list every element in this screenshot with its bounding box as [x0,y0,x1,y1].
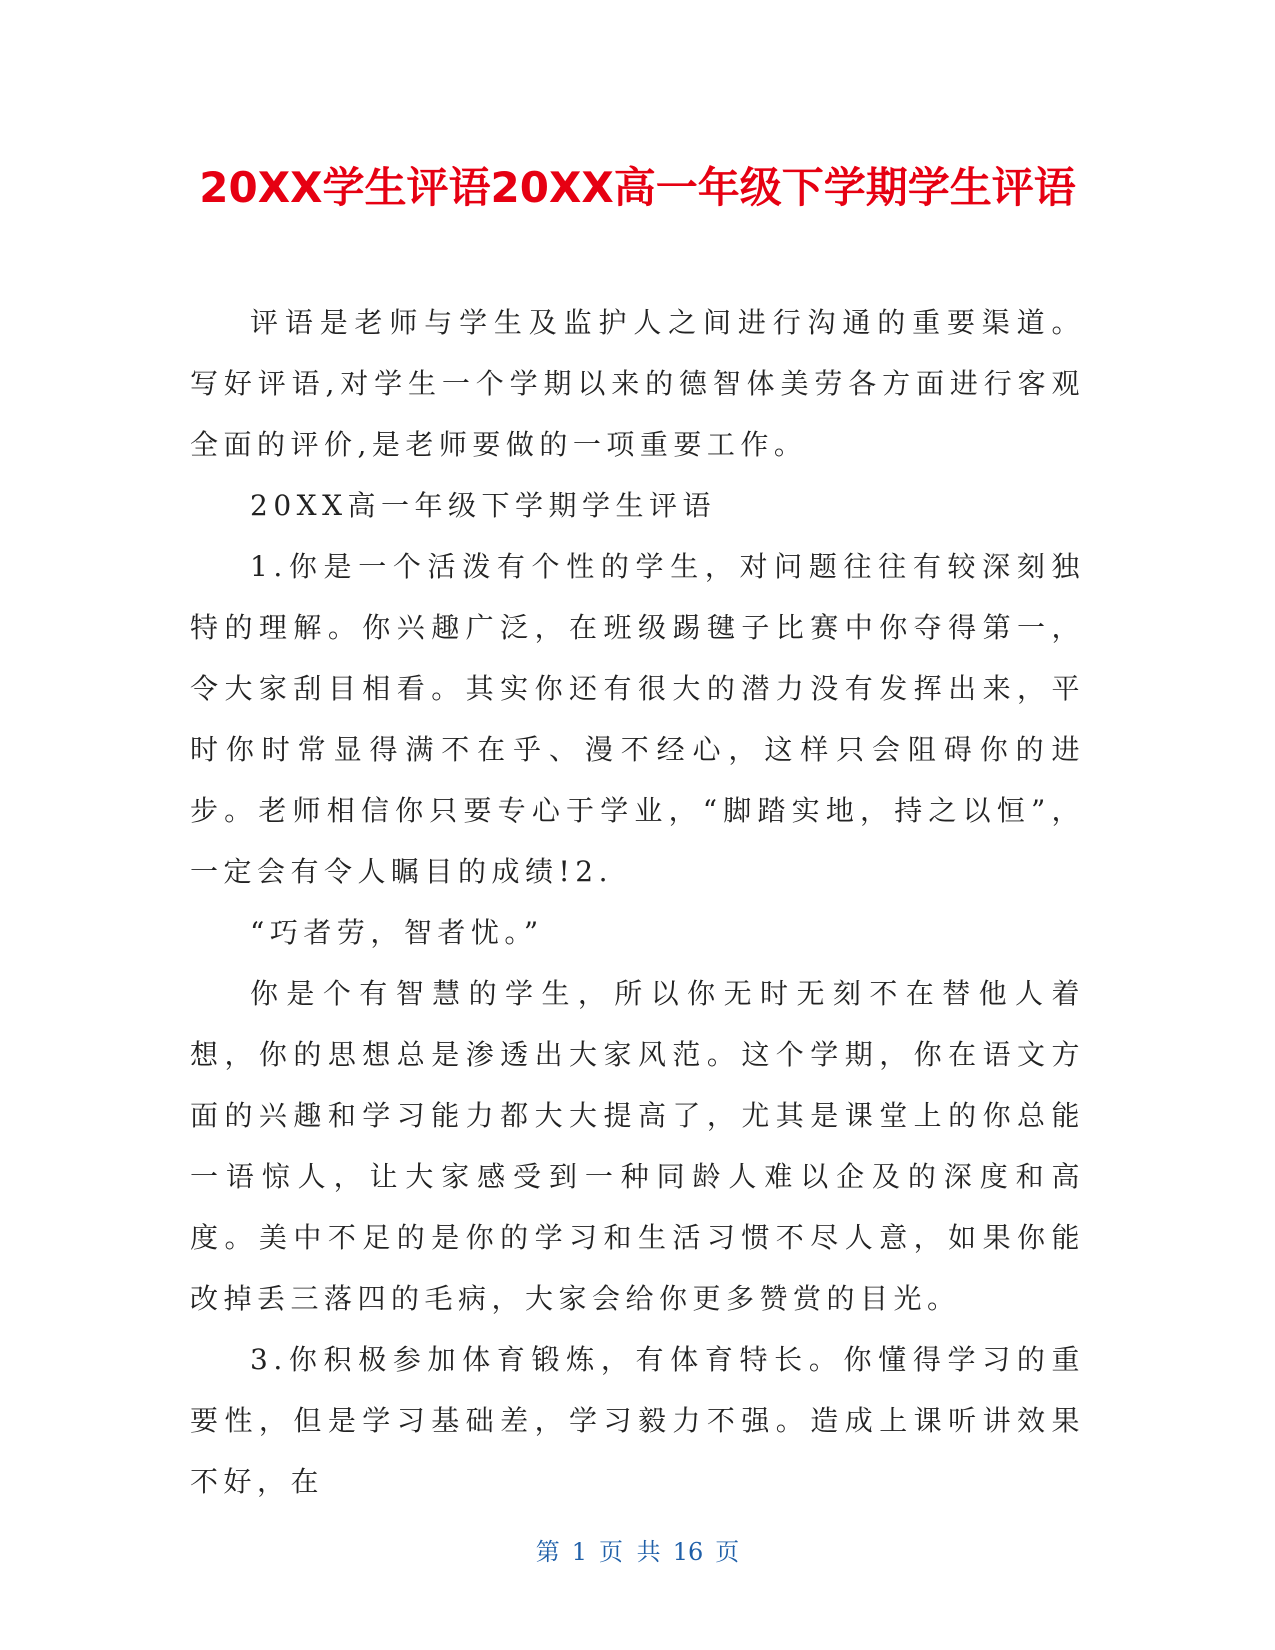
comment-paragraph-3: 3.你积极参加体育锻炼，有体育特长。你懂得学习的重要性，但是学习基础差，学习毅力不强。造成上课听讲效果不好，在 [190,1343,1085,1498]
section-heading: 20XX高一年级下学期学生评语 [250,489,716,522]
total-pages-number: 16 [672,1538,704,1566]
current-page-number: 1 [571,1538,588,1566]
page-label-suffix: 页 [715,1538,740,1566]
page-footer [0,1535,1275,1569]
intro-paragraph: 评语是老师与学生及监护人之间进行沟通的重要渠道。写好评语,对学生一个学期以来的德智体美劳各方面进行客观全面的评价,是老师要做的一项重要工作。 [190,306,1085,461]
comment-paragraph-1: 1.你是一个活泼有个性的学生，对问题往往有较深刻独特的理解。你兴趣广泛，在班级踢毽子比赛中你夺得第一，令大家刮目相看。其实你还有很大的潜力没有发挥出来，平时你时常显得满不在乎、漫不经心，这样只会阻碍你的进步。老师相信你只要专心于学业，“脚踏实地，持之以恒”，一定会有令人瞩目的成绩!2. [190,550,1085,888]
page-label-mid: 页 共 [599,1538,661,1566]
comment-paragraph-2: 你是个有智慧的学生，所以你无时无刻不在替他人着想，你的思想总是渗透出大家风范。这个学期，你在语文方面的兴趣和学习能力都大大提高了，尤其是课堂上的你总能一语惊人，让大家感受到一种同龄人难以企及的深度和高度。美中不足的是你的学习和生活习惯不尽人意，如果你能改掉丢三落四的毛病，大家会给你更多赞赏的目光。 [190,977,1085,1315]
quote-paragraph: “巧者劳，智者忧。” [250,916,544,949]
document-body [190,292,1085,1512]
document-title: 20XX学生评语20XX高一年级下学期学生评语 [199,163,1076,212]
page-label-prefix: 第 [535,1538,560,1566]
